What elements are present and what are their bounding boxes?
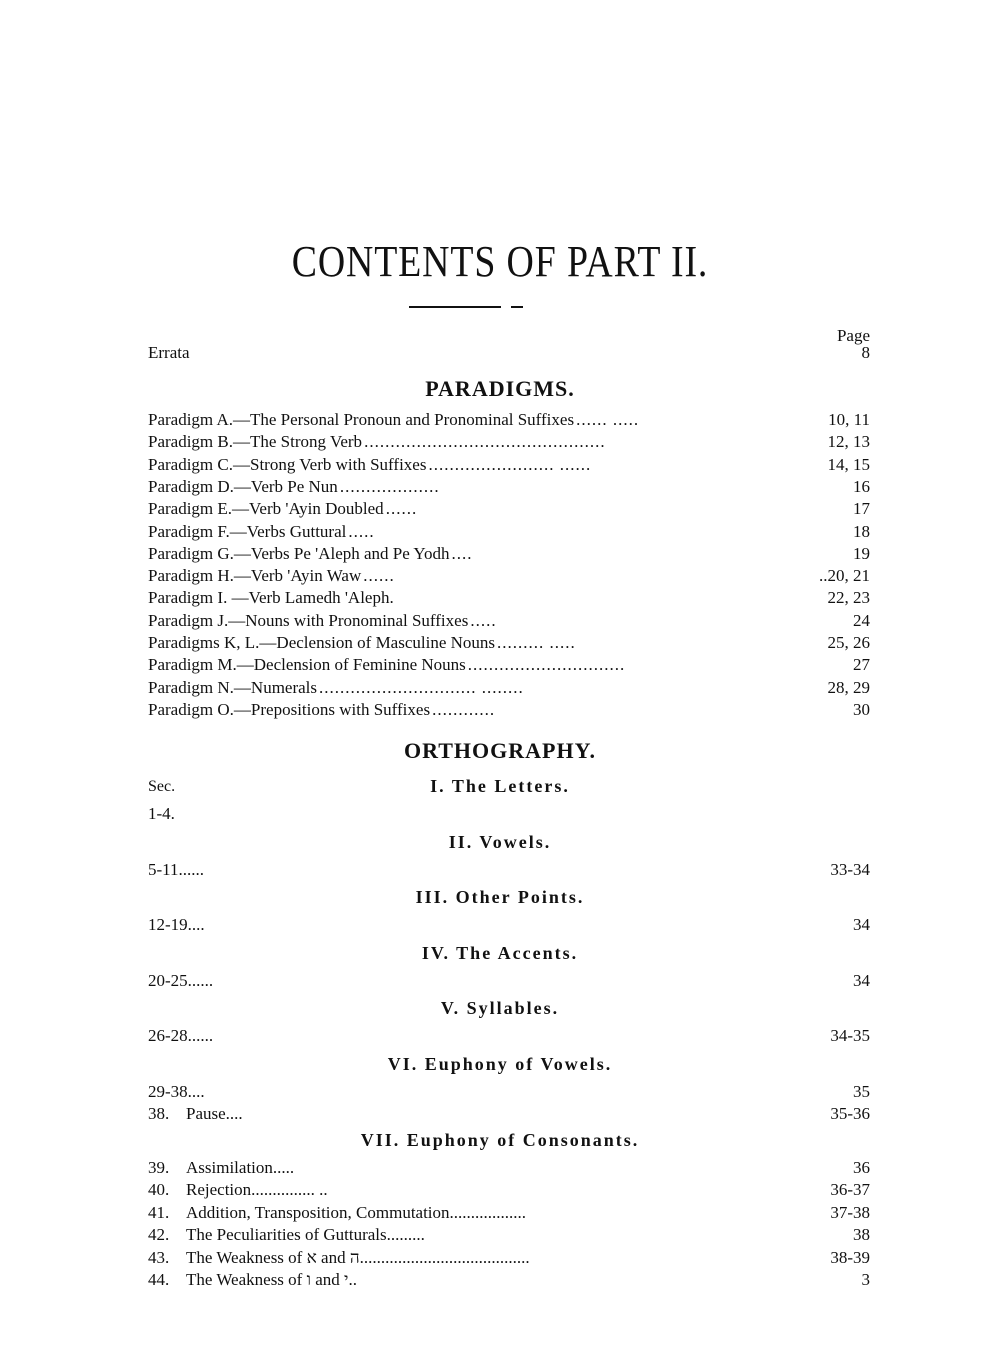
section-entry bbox=[148, 1081, 205, 1103]
paradigm-label: Paradigm A.—The Personal Pronoun and Pronominal Suffixes bbox=[148, 410, 575, 429]
section-number: 43. bbox=[148, 1247, 170, 1267]
section-text: Pause.... bbox=[186, 1104, 243, 1123]
leader-dots: .............................. bbox=[467, 655, 626, 675]
paradigm-label: Paradigm O.—Prepositions with Suffixes bbox=[148, 699, 431, 719]
leader-dots: ..... bbox=[470, 610, 497, 630]
paradigm-label: Paradigm G.—Verbs Pe 'Aleph and Pe Yodh bbox=[148, 543, 450, 563]
section-entry bbox=[148, 1269, 357, 1291]
section-number: 1-4. bbox=[148, 804, 175, 823]
section-number: 40. bbox=[148, 1180, 170, 1199]
leader-dots: .... bbox=[451, 543, 473, 563]
paradigm-page: 17 bbox=[853, 499, 870, 519]
section-row bbox=[148, 803, 870, 825]
paradigm-label: Paradigm J.—Nouns with Pronominal Suffixes bbox=[148, 610, 469, 630]
section-page: 37-38 bbox=[830, 1202, 870, 1222]
section-number: 26-28...... bbox=[148, 1026, 214, 1045]
section-row bbox=[148, 914, 870, 936]
paradigm-page: 19 bbox=[853, 543, 870, 563]
section-entry bbox=[148, 859, 205, 881]
paradigm-row bbox=[148, 654, 870, 676]
leader-dots: .............................. ........ bbox=[319, 677, 524, 697]
section-entry bbox=[148, 1247, 530, 1269]
paradigm-row bbox=[148, 521, 870, 543]
section-heading: III. Other Points. bbox=[415, 887, 585, 907]
paradigm-page: ..20, 21 bbox=[819, 566, 870, 586]
section-row bbox=[148, 1269, 870, 1291]
leader-dots: ........................ ...... bbox=[428, 454, 592, 474]
paradigm-label: Paradigm I. —Verb Lamedh 'Aleph. bbox=[148, 588, 394, 608]
section-number: 38. bbox=[148, 1104, 170, 1123]
section-row bbox=[148, 1081, 870, 1103]
section-heading: VII. Euphony of Consonants. bbox=[360, 1129, 640, 1150]
section-number: 29-38.... bbox=[148, 1081, 205, 1101]
paradigm-page: 25, 26 bbox=[827, 633, 870, 652]
section-row bbox=[148, 1247, 870, 1269]
section-heading: IV. The Accents. bbox=[421, 942, 579, 963]
section-heading: II. Vowels. bbox=[448, 831, 552, 852]
section-page: 36-37 bbox=[830, 1180, 870, 1199]
section-page: 35-36 bbox=[830, 1104, 870, 1123]
section-text: Addition, Transposition, Commutation.................. bbox=[186, 1202, 527, 1222]
section-number: 42. bbox=[148, 1225, 170, 1244]
leader-dots: ......... ..... bbox=[497, 633, 576, 652]
section-entry bbox=[148, 1179, 328, 1201]
section-text: The Weakness of א and ה........................................ bbox=[186, 1247, 530, 1267]
section-text: Assimilation..... bbox=[186, 1157, 295, 1177]
section-heading: VI. Euphony of Vowels. bbox=[387, 1053, 613, 1074]
section-row bbox=[148, 1103, 870, 1125]
section-row bbox=[148, 1202, 870, 1224]
section-entry bbox=[148, 1025, 214, 1047]
section-row bbox=[148, 1025, 870, 1047]
section-row bbox=[148, 1179, 870, 1201]
paradigm-label: Paradigm F.—Verbs Guttural bbox=[148, 521, 347, 541]
section-row bbox=[148, 970, 870, 992]
section-page: 33-34 bbox=[830, 859, 870, 879]
leader-dots: ................... bbox=[339, 476, 440, 496]
section-entry bbox=[148, 1202, 526, 1224]
paradigm-page: 12, 13 bbox=[827, 432, 870, 452]
paradigm-row bbox=[148, 498, 870, 520]
paradigm-label: Paradigm D.—Verb Pe Nun bbox=[148, 476, 338, 496]
section-page: 34-35 bbox=[830, 1026, 870, 1045]
paradigm-page: 14, 15 bbox=[827, 454, 870, 474]
paradigm-page: 16 bbox=[853, 476, 870, 496]
section-page: 38 bbox=[853, 1225, 870, 1244]
section-text: The Weakness of ו and י.. bbox=[186, 1270, 357, 1289]
paradigm-row bbox=[148, 677, 870, 699]
leader-dots: ...... bbox=[363, 566, 395, 586]
errata-row bbox=[148, 342, 870, 364]
paradigm-row bbox=[148, 409, 870, 431]
title-rule bbox=[409, 306, 501, 308]
paradigm-label: Paradigm C.—Strong Verb with Suffixes bbox=[148, 454, 427, 474]
section-entry bbox=[148, 914, 205, 936]
leader-dots: ...... ..... bbox=[576, 410, 640, 429]
section-entry bbox=[148, 1103, 243, 1125]
paradigm-page: 10, 11 bbox=[828, 410, 870, 429]
paradigm-row bbox=[148, 431, 870, 453]
paradigm-page: 22, 23 bbox=[827, 588, 870, 608]
paradigm-label: Paradigm M.—Declension of Feminine Nouns bbox=[148, 655, 466, 675]
paradigm-row bbox=[148, 454, 870, 476]
paradigm-row bbox=[148, 565, 870, 587]
section-entry bbox=[148, 1157, 294, 1179]
errata-label: Errata bbox=[148, 343, 190, 362]
paradigm-page: 28, 29 bbox=[827, 677, 870, 697]
paradigm-page: 24 bbox=[853, 610, 870, 630]
paradigm-row bbox=[148, 632, 870, 654]
section-page: 38-39 bbox=[830, 1247, 870, 1267]
paradigm-row bbox=[148, 543, 870, 565]
leader-dots: ..... bbox=[348, 521, 375, 541]
leader-dots: ...... bbox=[385, 499, 418, 519]
paradigm-row bbox=[148, 699, 870, 721]
paradigm-row bbox=[148, 476, 870, 498]
paradigm-row bbox=[148, 610, 870, 632]
section-entry bbox=[148, 970, 214, 992]
paradigm-page: 27 bbox=[853, 655, 870, 675]
section-number: 44. bbox=[148, 1270, 170, 1289]
section-entry bbox=[148, 1224, 425, 1246]
paradigm-label: Paradigm H.—Verb 'Ayin Waw bbox=[148, 566, 362, 586]
section-page: 34 bbox=[853, 970, 870, 990]
section-heading: I. The Letters. bbox=[430, 776, 570, 796]
paradigm-page: 30 bbox=[853, 699, 870, 719]
leader-dots: .............................................. bbox=[364, 432, 606, 452]
section-number: 5-11...... bbox=[148, 859, 205, 879]
section-row bbox=[148, 859, 870, 881]
paradigm-label: Paradigm B.—The Strong Verb bbox=[148, 432, 363, 452]
section-row bbox=[148, 1157, 870, 1179]
section-text: Rejection............... .. bbox=[186, 1180, 328, 1199]
section-page: 3 bbox=[861, 1270, 870, 1289]
section-heading: V. Syllables. bbox=[440, 998, 560, 1018]
errata-page: 8 bbox=[861, 343, 870, 362]
section-number: 20-25...... bbox=[148, 970, 214, 990]
section-page: 34 bbox=[853, 915, 870, 934]
section-page: 35 bbox=[853, 1081, 870, 1101]
section-row bbox=[148, 1224, 870, 1246]
paradigm-label: Paradigms K, L.—Declension of Masculine Nouns bbox=[148, 633, 496, 652]
sec-label: Sec. bbox=[148, 778, 176, 795]
paradigm-label: Paradigm E.—Verb 'Ayin Doubled bbox=[148, 499, 384, 519]
page-column-label: Page bbox=[836, 326, 870, 345]
paradigm-label: Paradigm N.—Numerals bbox=[148, 677, 318, 697]
leader-dots: ............ bbox=[432, 699, 496, 719]
section-number: 12-19.... bbox=[148, 915, 205, 934]
section-number: 41. bbox=[148, 1202, 170, 1222]
orthography-heading: ORTHOGRAPHY. bbox=[404, 738, 596, 763]
page-title: CONTENTS OF PART II. bbox=[291, 237, 709, 286]
section-number: 39. bbox=[148, 1157, 170, 1177]
paradigms-heading: PARADIGMS. bbox=[425, 376, 575, 401]
title-rule-dash bbox=[511, 306, 523, 308]
section-page: 36 bbox=[853, 1157, 870, 1177]
paradigm-row bbox=[148, 587, 870, 609]
section-entry bbox=[148, 803, 186, 825]
paradigm-page: 18 bbox=[853, 521, 870, 541]
section-text: The Peculiarities of Gutturals......... bbox=[186, 1225, 425, 1244]
